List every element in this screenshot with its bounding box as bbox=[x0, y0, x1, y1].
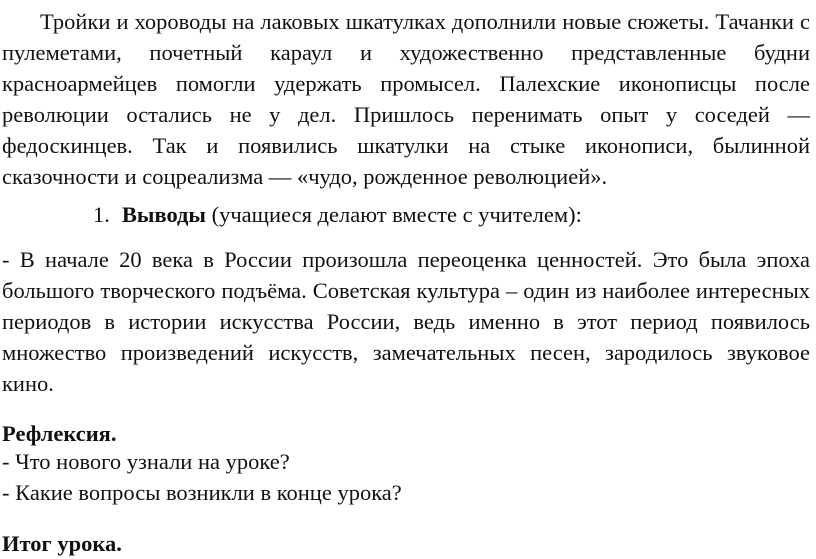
lesson-summary-heading: Итог урока. bbox=[2, 531, 122, 556]
conclusions-item bbox=[93, 199, 582, 230]
reflection-question-2: - Какие вопросы возникли в конце урока? bbox=[2, 480, 402, 505]
paragraph-conclusions: - В начале 20 века в России произошла переоценка ценностей. Это была эпоха большого творческого подъёма. Советская культура – один из наиболее интересных периодов в истории искусства России, ведь именно в этот период появилось множество произведений искусств, замечательных песен, зародилось звуковое кино. bbox=[2, 247, 810, 396]
list-number: 1. bbox=[93, 202, 110, 227]
paragraph-lacquer-boxes: Тройки и хороводы на лаковых шкатулках дополнили новые сюжеты. Тачанки с пулеметами, почетный караул и художественно представленные будни красноармейцев помогли удержать промысел. Палехские иконописцы после революции остались не у дел. Пришлось перенимать опыт у соседей — федоскинцев. Так и появились шкатулки на стыке иконописи, былинной сказочности и соцреализма — «чудо, рожденное революцией». bbox=[2, 9, 810, 189]
conclusions-title: Выводы bbox=[121, 202, 206, 227]
conclusions-note: (учащиеся делают вместе с учителем): bbox=[206, 202, 582, 227]
reflection-heading: Рефлексия. bbox=[2, 421, 117, 446]
reflection-question-1: - Что нового узнали на уроке? bbox=[2, 449, 290, 474]
